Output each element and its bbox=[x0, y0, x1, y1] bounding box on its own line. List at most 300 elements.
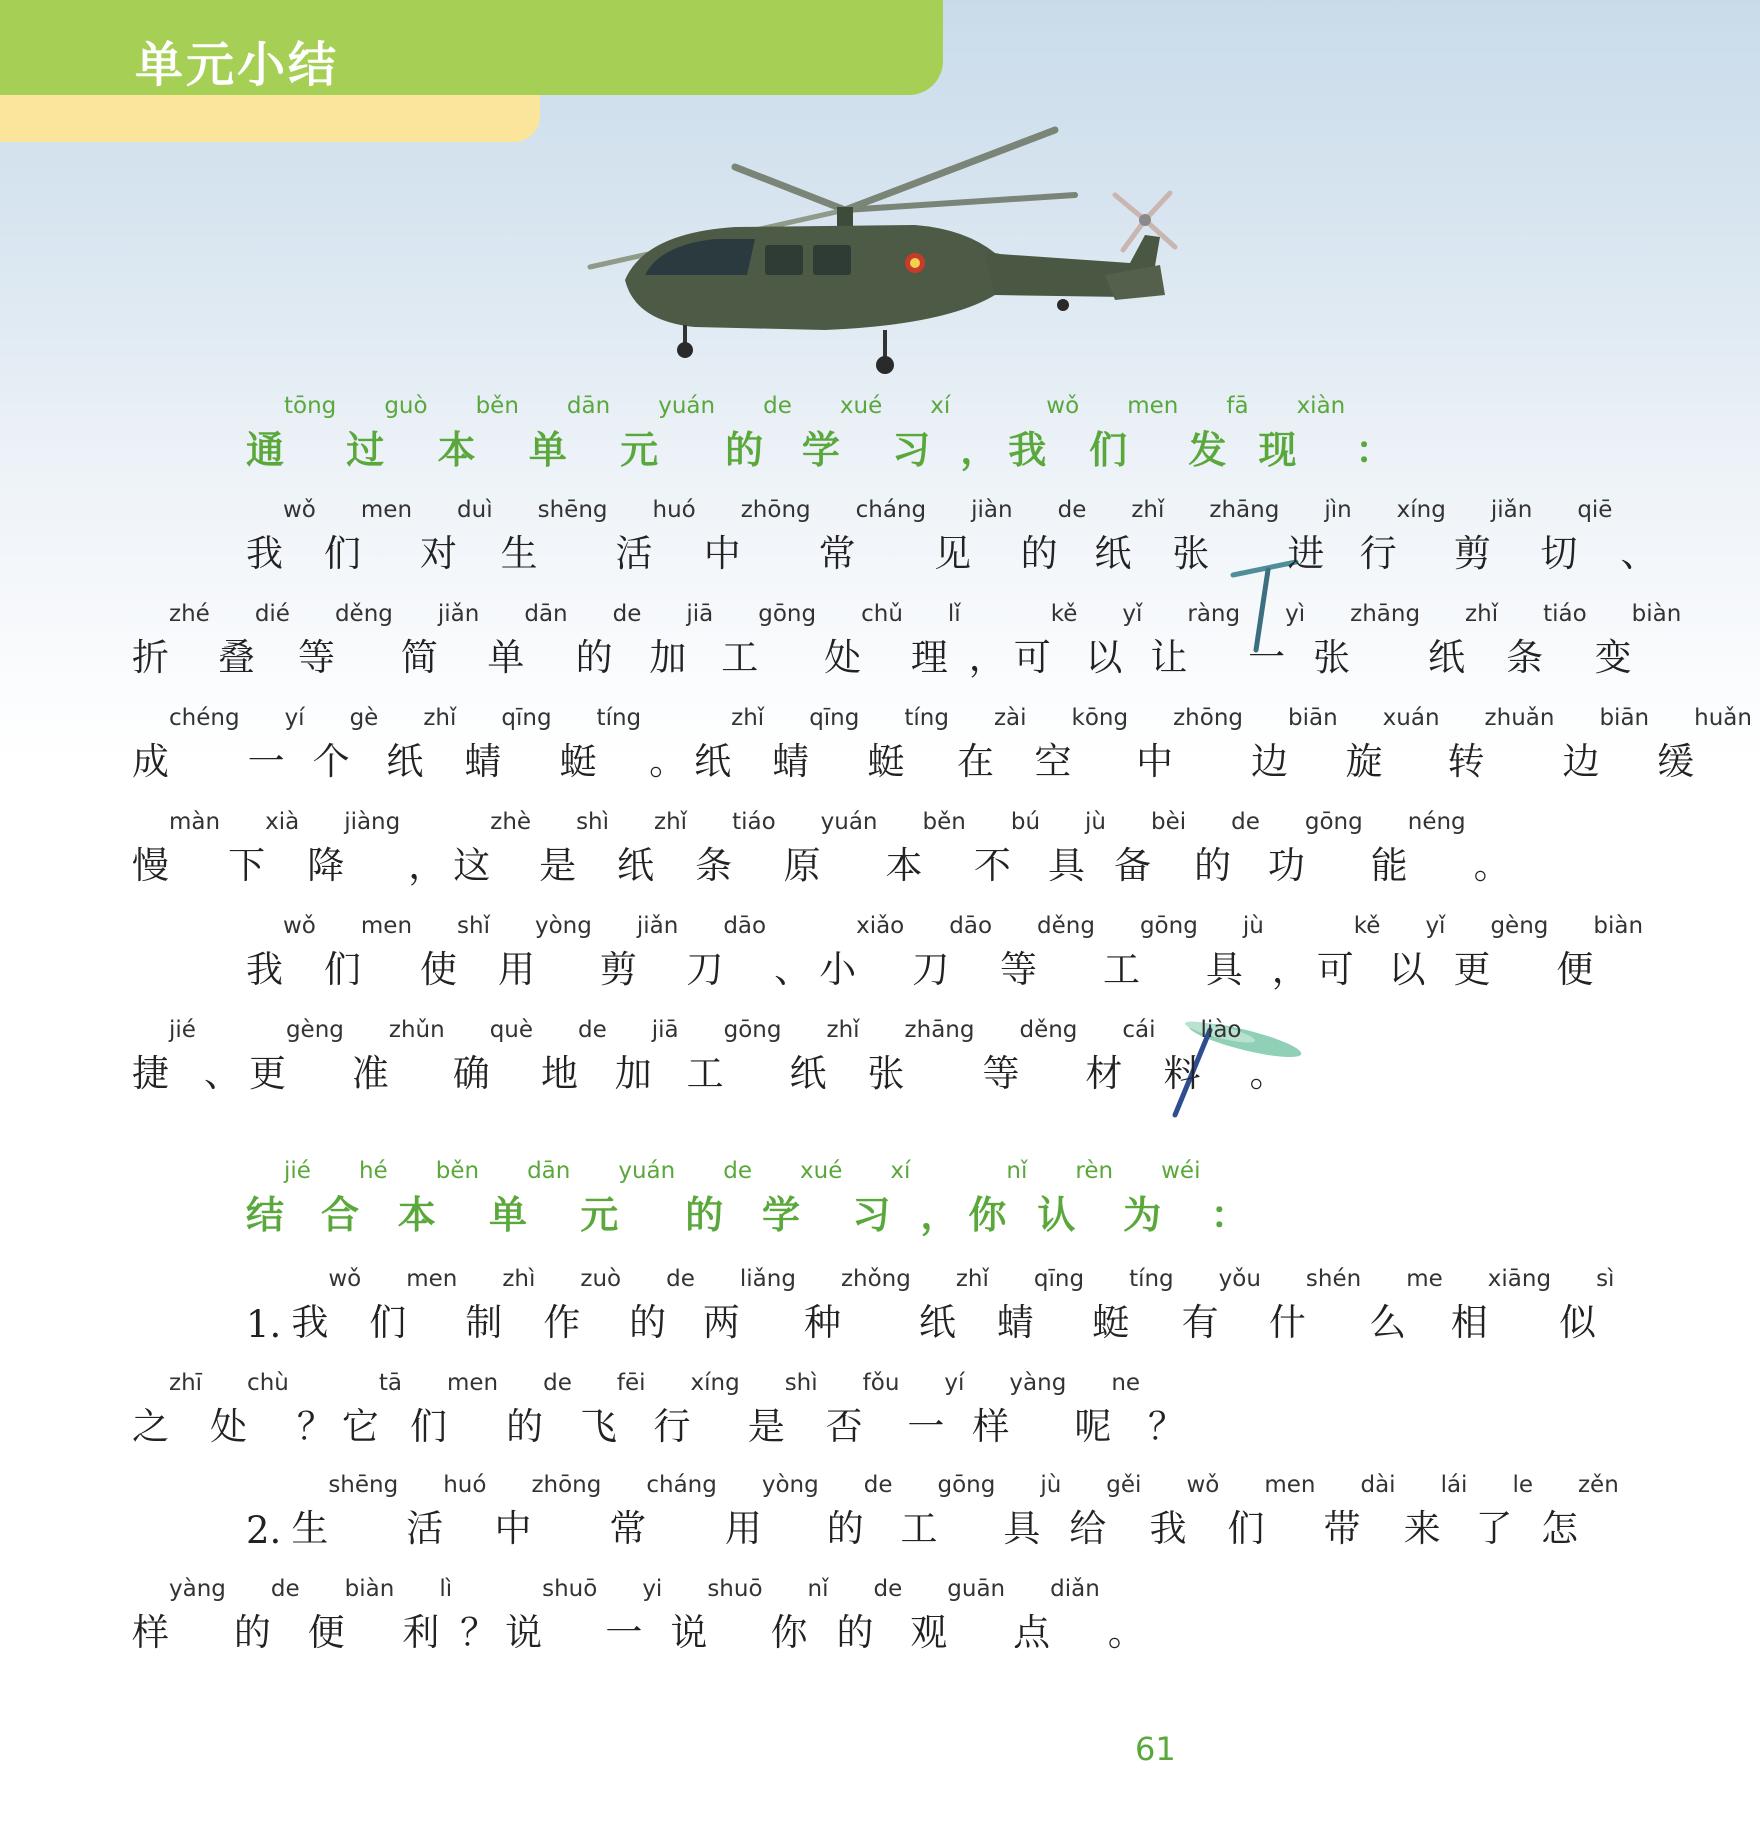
pinyin: dāo bbox=[949, 913, 993, 939]
annotated-character: 旋xuán bbox=[1345, 705, 1440, 783]
annotated-character: 我wǒ bbox=[1149, 1472, 1220, 1550]
annotated-character: 学xué bbox=[762, 1158, 843, 1237]
pinyin: zhì bbox=[502, 1266, 536, 1292]
annotated-character: 便biàn bbox=[307, 1576, 395, 1654]
punctuation: 。 bbox=[1473, 844, 1511, 887]
pinyin: wǒ bbox=[283, 913, 316, 939]
pinyin: xiǎo bbox=[856, 913, 905, 939]
annotated-character: 本běn bbox=[397, 1158, 480, 1237]
summary-heading-1 bbox=[0, 393, 1394, 499]
annotated-character: 元yuán bbox=[580, 1158, 676, 1237]
punctuation: ， bbox=[920, 1192, 959, 1237]
annotated-character: 一yí bbox=[907, 1370, 965, 1448]
pinyin: zhuǎn bbox=[1484, 705, 1555, 731]
annotated-character: 习xí bbox=[852, 1158, 911, 1237]
annotated-character: 确què bbox=[452, 1017, 534, 1095]
punctuation: ？ bbox=[1148, 1405, 1186, 1448]
punctuation: ， bbox=[960, 427, 999, 472]
annotated-character: 备bèi bbox=[1114, 809, 1187, 887]
pinyin: de bbox=[1057, 497, 1087, 523]
annotated-character: 通tōng bbox=[246, 393, 337, 472]
question-number: 2. bbox=[246, 1509, 282, 1552]
pinyin: xué bbox=[839, 393, 883, 419]
pinyin: zhāng bbox=[1209, 497, 1280, 523]
punctuation: ， bbox=[968, 636, 1006, 679]
pinyin: jù bbox=[1040, 1472, 1062, 1498]
annotated-character: 单dān bbox=[489, 1158, 571, 1237]
annotated-character: 说shuō bbox=[670, 1576, 763, 1654]
pinyin: gèng bbox=[1490, 913, 1549, 939]
annotated-character: 条tiáo bbox=[1506, 601, 1587, 679]
pinyin: de bbox=[723, 1158, 752, 1184]
annotated-character: 对duì bbox=[420, 497, 493, 575]
pinyin: huó bbox=[443, 1472, 487, 1498]
annotated-character: 更gèng bbox=[248, 1017, 344, 1095]
annotated-character: 小xiǎo bbox=[819, 913, 905, 991]
pinyin: qīng bbox=[1033, 1266, 1085, 1292]
pinyin: kě bbox=[1050, 601, 1078, 627]
pinyin: yuán bbox=[618, 1158, 676, 1184]
pinyin: qiē bbox=[1577, 497, 1613, 523]
pinyin: men bbox=[360, 497, 413, 523]
pinyin: kōng bbox=[1071, 705, 1129, 731]
annotated-character: 折zhé bbox=[132, 601, 210, 679]
annotated-character: 的de bbox=[1194, 809, 1260, 887]
annotated-character: 工gōng bbox=[1102, 913, 1198, 991]
annotated-character: 蜓tíng bbox=[1092, 1266, 1174, 1344]
pinyin: men bbox=[446, 1370, 499, 1396]
page-number: 61 bbox=[1135, 1730, 1176, 1768]
pinyin: biàn bbox=[344, 1576, 395, 1602]
annotated-character: 制zhì bbox=[465, 1266, 536, 1344]
pinyin: zhè bbox=[490, 809, 532, 835]
annotated-character: 单dān bbox=[487, 601, 568, 679]
pinyin: me bbox=[1406, 1266, 1443, 1292]
annotated-character: 处chù bbox=[210, 1370, 289, 1448]
annotated-character: 缓huǎn bbox=[1657, 705, 1752, 783]
pinyin: de bbox=[873, 1576, 903, 1602]
annotated-character: 一yì bbox=[1248, 601, 1306, 679]
pinyin: chǔ bbox=[861, 601, 903, 627]
annotated-character: 学xué bbox=[801, 393, 883, 472]
annotated-character: 更gèng bbox=[1453, 913, 1549, 991]
annotated-character: 行xíng bbox=[1359, 497, 1446, 575]
pinyin: cháng bbox=[855, 497, 927, 523]
paragraph-2 bbox=[0, 913, 1644, 1123]
pinyin: qīng bbox=[501, 705, 552, 731]
annotated-character: 功gōng bbox=[1267, 809, 1363, 887]
pinyin: xíng bbox=[1396, 497, 1446, 523]
pinyin: lì bbox=[439, 1576, 453, 1602]
punctuation: 。 bbox=[1249, 1052, 1287, 1095]
annotated-character: 纸zhǐ bbox=[918, 1266, 989, 1344]
annotated-character: 处chǔ bbox=[824, 601, 903, 679]
annotated-character: 元yuán bbox=[620, 393, 716, 472]
annotated-character: 我wǒ bbox=[1008, 393, 1080, 472]
summary-heading-2 bbox=[0, 1160, 1303, 1264]
pinyin: tiáo bbox=[1543, 601, 1587, 627]
annotated-character: 进jìn bbox=[1287, 497, 1352, 575]
pinyin: tíng bbox=[596, 705, 642, 731]
pinyin: yòng bbox=[761, 1472, 819, 1498]
pinyin: qīng bbox=[809, 705, 860, 731]
pinyin: de bbox=[270, 1576, 300, 1602]
pinyin: cái bbox=[1122, 1017, 1156, 1043]
pinyin: fā bbox=[1226, 393, 1249, 419]
pinyin: lǐ bbox=[947, 601, 961, 627]
annotated-character: 点diǎn bbox=[1013, 1576, 1100, 1654]
annotated-character: 工gōng bbox=[686, 1017, 782, 1095]
annotated-character: 纸zhǐ bbox=[1094, 497, 1165, 575]
annotated-character: 用yòng bbox=[724, 1472, 819, 1550]
annotated-character: 变biàn bbox=[1594, 601, 1682, 679]
punctuation: ： bbox=[1210, 1192, 1249, 1237]
annotated-character: 之zhī bbox=[132, 1370, 203, 1448]
annotated-character: 我wǒ bbox=[246, 913, 316, 991]
annotated-character: 呢ne bbox=[1074, 1370, 1141, 1448]
annotated-character: 两liǎng bbox=[702, 1266, 796, 1344]
pinyin: gěi bbox=[1106, 1472, 1142, 1498]
pinyin: tōng bbox=[284, 393, 337, 419]
pinyin: què bbox=[489, 1017, 534, 1043]
annotated-character: 等děng bbox=[982, 1017, 1078, 1095]
pinyin: gōng bbox=[723, 1017, 782, 1043]
pinyin: men bbox=[360, 913, 413, 939]
annotated-character: 张zhāng bbox=[867, 1017, 975, 1095]
annotated-character: 是shì bbox=[539, 809, 610, 887]
pinyin: duì bbox=[457, 497, 493, 523]
pinyin: wǒ bbox=[1186, 1472, 1220, 1498]
annotated-character: 用yòng bbox=[497, 913, 592, 991]
annotated-character: 慢màn bbox=[132, 809, 221, 887]
pinyin: yí bbox=[944, 1370, 965, 1396]
annotated-character: 有yǒu bbox=[1181, 1266, 1261, 1344]
pinyin: zhǐ bbox=[731, 705, 765, 731]
punctuation: ？ bbox=[460, 1611, 498, 1654]
pinyin: de bbox=[578, 1017, 607, 1043]
pinyin: jiǎn bbox=[636, 913, 679, 939]
annotated-character: 给gěi bbox=[1069, 1472, 1142, 1550]
annotated-character: 剪jiǎn bbox=[1453, 497, 1533, 575]
pinyin: de bbox=[666, 1266, 695, 1292]
pinyin: yuán bbox=[658, 393, 716, 419]
annotated-character: 的de bbox=[233, 1576, 300, 1654]
paragraph-1 bbox=[0, 497, 1752, 915]
pinyin: huó bbox=[652, 497, 696, 523]
pinyin: diǎn bbox=[1050, 1576, 1100, 1602]
annotated-character: 以yǐ bbox=[1085, 601, 1143, 679]
annotated-character: 中zhōng bbox=[494, 1472, 602, 1550]
pinyin: fǒu bbox=[862, 1370, 900, 1396]
annotated-character: 常cháng bbox=[818, 497, 927, 575]
annotated-character: 观guān bbox=[910, 1576, 1006, 1654]
pinyin: xiāng bbox=[1487, 1266, 1552, 1292]
pinyin: zhǔn bbox=[388, 1017, 445, 1043]
pinyin: bú bbox=[1010, 809, 1041, 835]
annotated-character: 的de bbox=[826, 1472, 893, 1550]
pinyin: děng bbox=[1019, 1017, 1078, 1043]
pinyin: zhī bbox=[169, 1370, 203, 1396]
pinyin: děng bbox=[334, 601, 393, 627]
pinyin: yí bbox=[284, 705, 305, 731]
annotated-character: 活huó bbox=[406, 1472, 487, 1550]
annotated-character: 蜓tíng bbox=[559, 705, 642, 783]
annotated-character: 蜓tíng bbox=[867, 705, 949, 783]
pinyin: de bbox=[612, 601, 642, 627]
annotated-character: 的de bbox=[1020, 497, 1087, 575]
punctuation: ， bbox=[1271, 948, 1309, 991]
pinyin: gè bbox=[349, 705, 379, 731]
pinyin: yàng bbox=[169, 1576, 226, 1602]
annotated-character: 准zhǔn bbox=[351, 1017, 445, 1095]
helicopter-illustration-icon bbox=[585, 125, 1175, 390]
annotated-character: 让ràng bbox=[1150, 601, 1241, 679]
annotated-character: 飞fēi bbox=[579, 1370, 646, 1448]
annotated-character: 们men bbox=[409, 1370, 499, 1448]
pinyin: de bbox=[763, 393, 792, 419]
pinyin: chéng bbox=[169, 705, 240, 731]
annotated-character: 一yí bbox=[247, 705, 305, 783]
pinyin: jiàng bbox=[344, 809, 401, 835]
annotated-character: 你nǐ bbox=[770, 1576, 829, 1654]
annotated-character: 刀dāo bbox=[912, 913, 993, 991]
pinyin: tíng bbox=[904, 705, 949, 731]
pinyin: kě bbox=[1353, 913, 1381, 939]
pinyin: de bbox=[863, 1472, 893, 1498]
pinyin: běn bbox=[922, 809, 966, 835]
annotated-character: 切qiē bbox=[1540, 497, 1613, 575]
annotated-character: 可kě bbox=[1013, 601, 1078, 679]
annotated-character: 剪jiǎn bbox=[599, 913, 679, 991]
annotated-character: 过guò bbox=[346, 393, 428, 472]
annotated-character: 这zhè bbox=[453, 809, 532, 887]
pinyin: děng bbox=[1037, 913, 1095, 939]
annotated-character: 等děng bbox=[1000, 913, 1095, 991]
annotated-character: 带dài bbox=[1323, 1472, 1396, 1550]
pinyin: dān bbox=[566, 393, 611, 419]
pinyin: biàn bbox=[1593, 913, 1644, 939]
pinyin: zhǐ bbox=[1465, 601, 1499, 627]
pinyin: dān bbox=[524, 601, 568, 627]
pinyin: jù bbox=[1085, 809, 1106, 835]
pinyin: fēi bbox=[616, 1370, 646, 1396]
annotated-character: 理lǐ bbox=[910, 601, 961, 679]
pinyin: xí bbox=[890, 1158, 911, 1184]
pinyin: wǒ bbox=[1046, 393, 1080, 419]
annotated-character: 相xiāng bbox=[1450, 1266, 1552, 1344]
annotated-character: 以yǐ bbox=[1388, 913, 1446, 991]
pinyin: zhāng bbox=[1350, 601, 1421, 627]
pinyin: nǐ bbox=[1006, 1158, 1028, 1184]
pinyin: gōng bbox=[758, 601, 817, 627]
annotated-character: 习xí bbox=[892, 393, 951, 472]
pinyin: xíng bbox=[690, 1370, 740, 1396]
pinyin: zhé bbox=[169, 601, 210, 627]
annotated-character: 它tā bbox=[341, 1370, 402, 1448]
pinyin: zhǒng bbox=[840, 1266, 911, 1292]
annotated-character: 们men bbox=[323, 497, 413, 575]
annotated-character: 么me bbox=[1369, 1266, 1443, 1344]
pinyin: bèi bbox=[1151, 809, 1187, 835]
pinyin: zhǐ bbox=[1131, 497, 1165, 523]
pinyin: zhāng bbox=[904, 1017, 975, 1043]
pinyin: shēng bbox=[328, 1472, 399, 1498]
pinyin: huǎn bbox=[1694, 705, 1752, 731]
annotated-character: 材cái bbox=[1085, 1017, 1156, 1095]
annotated-character: 不bú bbox=[973, 809, 1041, 887]
pinyin: shuō bbox=[707, 1576, 763, 1602]
annotated-character: 张zhāng bbox=[1313, 601, 1421, 679]
pinyin: rèn bbox=[1075, 1158, 1114, 1184]
pinyin: yǒu bbox=[1218, 1266, 1261, 1292]
pinyin: zhōng bbox=[740, 497, 811, 523]
pinyin: chù bbox=[247, 1370, 289, 1396]
annotated-character: 见jiàn bbox=[934, 497, 1013, 575]
pinyin: tā bbox=[378, 1370, 402, 1396]
annotated-character: 发fā bbox=[1188, 393, 1249, 472]
pinyin: yuán bbox=[820, 809, 878, 835]
pinyin: běn bbox=[475, 393, 519, 419]
annotated-character: 现xiàn bbox=[1258, 393, 1346, 472]
pinyin: cháng bbox=[646, 1472, 717, 1498]
annotated-character: 否fǒu bbox=[825, 1370, 900, 1448]
annotated-character: 们men bbox=[369, 1266, 458, 1344]
annotated-character: 可kě bbox=[1316, 913, 1381, 991]
question-number: 1. bbox=[246, 1303, 282, 1346]
pinyin: yì bbox=[1285, 601, 1306, 627]
annotated-character: 了le bbox=[1475, 1472, 1533, 1550]
pinyin: tíng bbox=[1129, 1266, 1174, 1292]
annotated-character: 合hé bbox=[320, 1158, 388, 1237]
annotated-character: 来lái bbox=[1403, 1472, 1468, 1550]
pinyin: zài bbox=[993, 705, 1027, 731]
pinyin: men bbox=[1264, 1472, 1316, 1498]
pinyin: gèng bbox=[285, 1017, 344, 1043]
pinyin: néng bbox=[1407, 809, 1466, 835]
pinyin: zhǐ bbox=[955, 1266, 989, 1292]
annotated-character: 降jiàng bbox=[307, 809, 401, 887]
annotated-character: 蜻qīng bbox=[772, 705, 860, 783]
pinyin: běn bbox=[435, 1158, 480, 1184]
pinyin: dài bbox=[1360, 1472, 1396, 1498]
pinyin: dāo bbox=[723, 913, 767, 939]
annotated-character: 的de bbox=[725, 393, 792, 472]
annotated-character: 纸zhǐ bbox=[1428, 601, 1499, 679]
annotated-character: 蜻qīng bbox=[464, 705, 552, 783]
pinyin: men bbox=[406, 1266, 458, 1292]
pinyin: gōng bbox=[1304, 809, 1363, 835]
annotated-character: 叠dié bbox=[217, 601, 290, 679]
pinyin: yàng bbox=[1009, 1370, 1067, 1396]
pinyin: shén bbox=[1305, 1266, 1362, 1292]
annotated-character: 常cháng bbox=[609, 1472, 717, 1550]
pinyin: lái bbox=[1440, 1472, 1468, 1498]
annotated-character: 说shuō bbox=[505, 1576, 598, 1654]
annotated-character: 为wéi bbox=[1123, 1158, 1201, 1237]
pinyin: jìn bbox=[1324, 497, 1352, 523]
pinyin: guò bbox=[384, 393, 428, 419]
annotated-character: 我wǒ bbox=[246, 497, 316, 575]
annotated-character: 边biān bbox=[1562, 705, 1650, 783]
pinyin: ràng bbox=[1187, 601, 1241, 627]
pinyin: jié bbox=[284, 1158, 311, 1184]
pinyin: shǐ bbox=[457, 913, 490, 939]
annotated-character: 一yi bbox=[605, 1576, 663, 1654]
annotated-character: 的de bbox=[685, 1158, 752, 1237]
ruby-line bbox=[0, 393, 1394, 499]
pinyin: zuò bbox=[580, 1266, 622, 1292]
pinyin: yǐ bbox=[1425, 913, 1446, 939]
pinyin: sì bbox=[1596, 1266, 1615, 1292]
pinyin: jiā bbox=[651, 1017, 679, 1043]
pinyin: shēng bbox=[537, 497, 608, 523]
annotated-character: 认rèn bbox=[1037, 1158, 1114, 1237]
annotated-character: 简jiǎn bbox=[400, 601, 480, 679]
annotated-character: 便biàn bbox=[1556, 913, 1644, 991]
pinyin: zhǐ bbox=[423, 705, 457, 731]
pinyin: wǒ bbox=[283, 497, 316, 523]
annotated-character: 纸zhǐ bbox=[789, 1017, 860, 1095]
pinyin: màn bbox=[169, 809, 221, 835]
pinyin: xiàn bbox=[1296, 393, 1346, 419]
pinyin: jiàn bbox=[971, 497, 1013, 523]
pinyin: le bbox=[1512, 1472, 1533, 1498]
annotated-character: 怎zěn bbox=[1540, 1472, 1619, 1550]
pinyin: jié bbox=[169, 1017, 196, 1043]
pinyin: guān bbox=[947, 1576, 1006, 1602]
punctuation: 、 bbox=[203, 1052, 241, 1095]
annotated-character: 加jiā bbox=[649, 601, 714, 679]
annotated-character: 张zhāng bbox=[1172, 497, 1280, 575]
annotated-character: 单dān bbox=[528, 393, 611, 472]
pinyin: jiā bbox=[686, 601, 714, 627]
question-1 bbox=[0, 1266, 1615, 1476]
pinyin: xí bbox=[930, 393, 951, 419]
pinyin: zhōng bbox=[531, 1472, 602, 1498]
pinyin: jù bbox=[1242, 913, 1264, 939]
annotated-character: 的de bbox=[629, 1266, 695, 1344]
pinyin: gōng bbox=[937, 1472, 996, 1498]
question-2 bbox=[0, 1472, 1619, 1682]
punctuation: ， bbox=[408, 844, 446, 887]
annotated-character: 地de bbox=[541, 1017, 607, 1095]
annotated-character: 蜻qīng bbox=[996, 1266, 1085, 1344]
annotated-character: 个gè bbox=[312, 705, 379, 783]
annotated-character: 成chéng bbox=[132, 705, 240, 783]
pinyin: dān bbox=[527, 1158, 571, 1184]
annotated-character: 们men bbox=[1089, 393, 1179, 472]
annotated-character: 下xià bbox=[228, 809, 300, 887]
annotated-character: 本běn bbox=[437, 393, 519, 472]
annotated-character: 具jù bbox=[1205, 913, 1264, 991]
pinyin: de bbox=[1231, 809, 1260, 835]
annotated-character: 种zhǒng bbox=[803, 1266, 911, 1344]
annotated-character: 具jù bbox=[1003, 1472, 1062, 1550]
pinyin: wǒ bbox=[328, 1266, 362, 1292]
punctuation: 。 bbox=[649, 740, 687, 783]
punctuation: 。 bbox=[1107, 1611, 1145, 1654]
annotated-character: 我wǒ bbox=[291, 1266, 362, 1344]
annotated-character: 使shǐ bbox=[420, 913, 490, 991]
annotated-character: 的de bbox=[506, 1370, 572, 1448]
pinyin: men bbox=[1127, 393, 1179, 419]
annotated-character: 的de bbox=[836, 1576, 903, 1654]
pinyin: shì bbox=[784, 1370, 818, 1396]
pinyin: gōng bbox=[1139, 913, 1198, 939]
annotated-character: 是shì bbox=[747, 1370, 818, 1448]
annotated-character: 样yàng bbox=[132, 1576, 226, 1654]
page-title: 单元小结 bbox=[135, 37, 340, 93]
